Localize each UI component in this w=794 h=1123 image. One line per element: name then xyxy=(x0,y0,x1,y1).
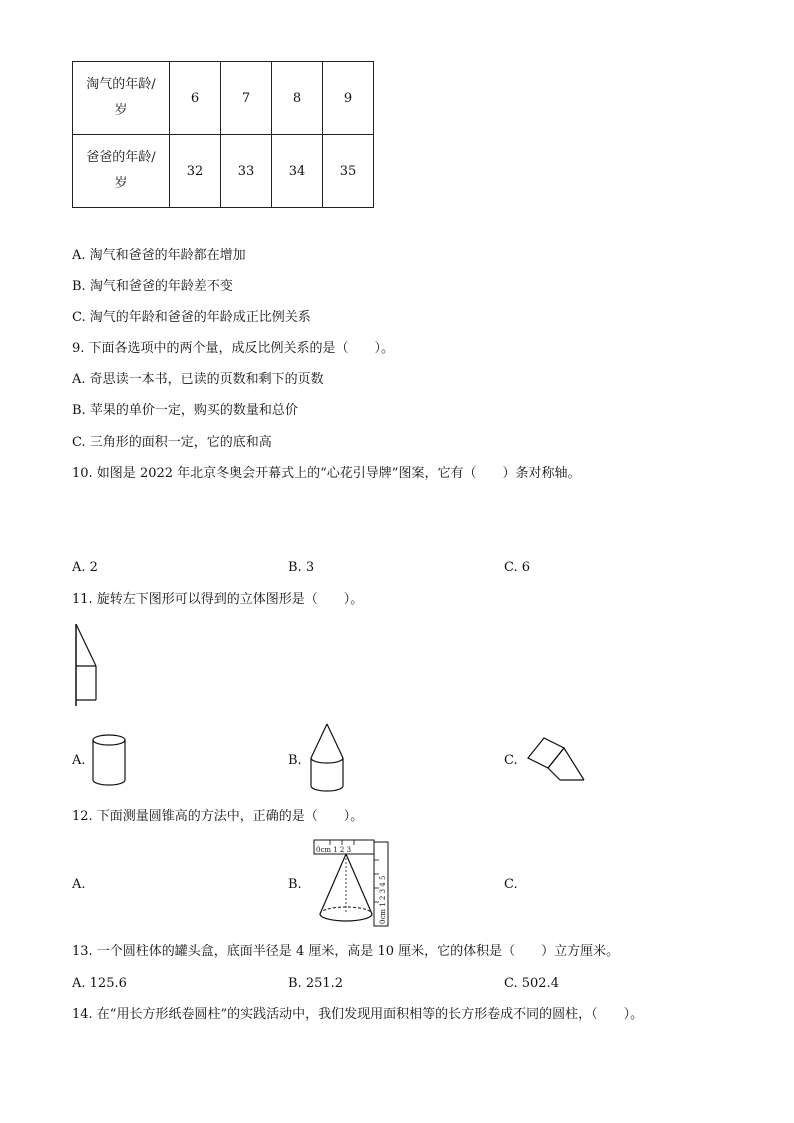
table-cell: 33 xyxy=(221,135,272,208)
table-cell: 9 xyxy=(323,62,374,135)
triangular-prism-figure xyxy=(526,736,588,784)
cone-on-cylinder-figure xyxy=(306,722,350,794)
q8-option-b: B. 淘气和爸爸的年龄差不变 xyxy=(72,279,233,294)
q10-option-c: C. 6 xyxy=(504,560,531,575)
table-cell: 8 xyxy=(272,62,323,135)
q13-option-a: A. 125.6 xyxy=(72,976,127,991)
cylinder-figure xyxy=(88,732,132,788)
q11-option-c: C. xyxy=(504,753,518,768)
q14-stem: 14. 在“用长方形纸卷圆柱”的实践活动中，我们发现用面积相等的长方形卷成不同的圆柱，（ ）。 xyxy=(72,1007,644,1022)
q13-stem: 13. 一个圆柱体的罐头盒，底面半径是 4 厘米，高是 10 厘米，它的体积是（ ）立方厘米。 xyxy=(72,944,620,959)
vertical-ruler-label: 0cm 1 2 3 4 5 xyxy=(379,875,387,924)
q12-option-a: A. xyxy=(72,877,86,892)
table-cell: 34 xyxy=(272,135,323,208)
q12-stem: 12. 下面测量圆锥高的方法中，正确的是（ ）。 xyxy=(72,809,364,824)
q8-option-c: C. 淘气的年龄和爸爸的年龄成正比例关系 xyxy=(72,310,311,325)
row2-label-line2: 岁 xyxy=(114,176,128,191)
row1-label-line2: 岁 xyxy=(114,103,128,118)
table-row xyxy=(73,62,374,135)
row2-label-line1: 爸爸的年龄/ xyxy=(86,150,156,165)
cone-measuring-figure xyxy=(308,836,394,932)
table-cell: 7 xyxy=(221,62,272,135)
q9-stem: 9. 下面各选项中的两个量，成反比例关系的是（ ）。 xyxy=(72,341,395,356)
q12-option-c: C. xyxy=(504,877,518,892)
table-cell: 6 xyxy=(170,62,221,135)
horizontal-ruler-label: 0cm 1 2 3 xyxy=(316,846,352,854)
table-cell: 32 xyxy=(170,135,221,208)
table-cell: 35 xyxy=(323,135,374,208)
q9-option-b: B. 苹果的单价一定，购买的数量和总价 xyxy=(72,403,298,418)
q13-option-b: B. 251.2 xyxy=(288,976,344,991)
age-table xyxy=(72,61,374,208)
rotation-shape-figure xyxy=(70,622,110,708)
q11-option-b: B. xyxy=(288,753,302,768)
q12-option-b: B. xyxy=(288,877,302,892)
q10-option-b: B. 3 xyxy=(288,560,315,575)
q11-stem: 11. 旋转左下图形可以得到的立体图形是（ ）。 xyxy=(72,592,364,607)
q10-option-a: A. 2 xyxy=(72,560,98,575)
table-row-label xyxy=(73,62,170,135)
q11-option-a: A. xyxy=(72,753,86,768)
table-row xyxy=(73,135,374,208)
q8-option-a: A. 淘气和爸爸的年龄都在增加 xyxy=(72,248,246,263)
q9-option-c: C. 三角形的面积一定，它的底和高 xyxy=(72,435,272,450)
table-row-label xyxy=(73,135,170,208)
row1-label-line1: 淘气的年龄/ xyxy=(86,77,156,92)
q13-option-c: C. 502.4 xyxy=(504,976,559,991)
q10-stem: 10. 如图是 2022 年北京冬奥会开幕式上的“心花引导牌”图案，它有（ ）条对称轴。 xyxy=(72,466,581,481)
q9-option-a: A. 奇思读一本书，已读的页数和剩下的页数 xyxy=(72,372,324,387)
